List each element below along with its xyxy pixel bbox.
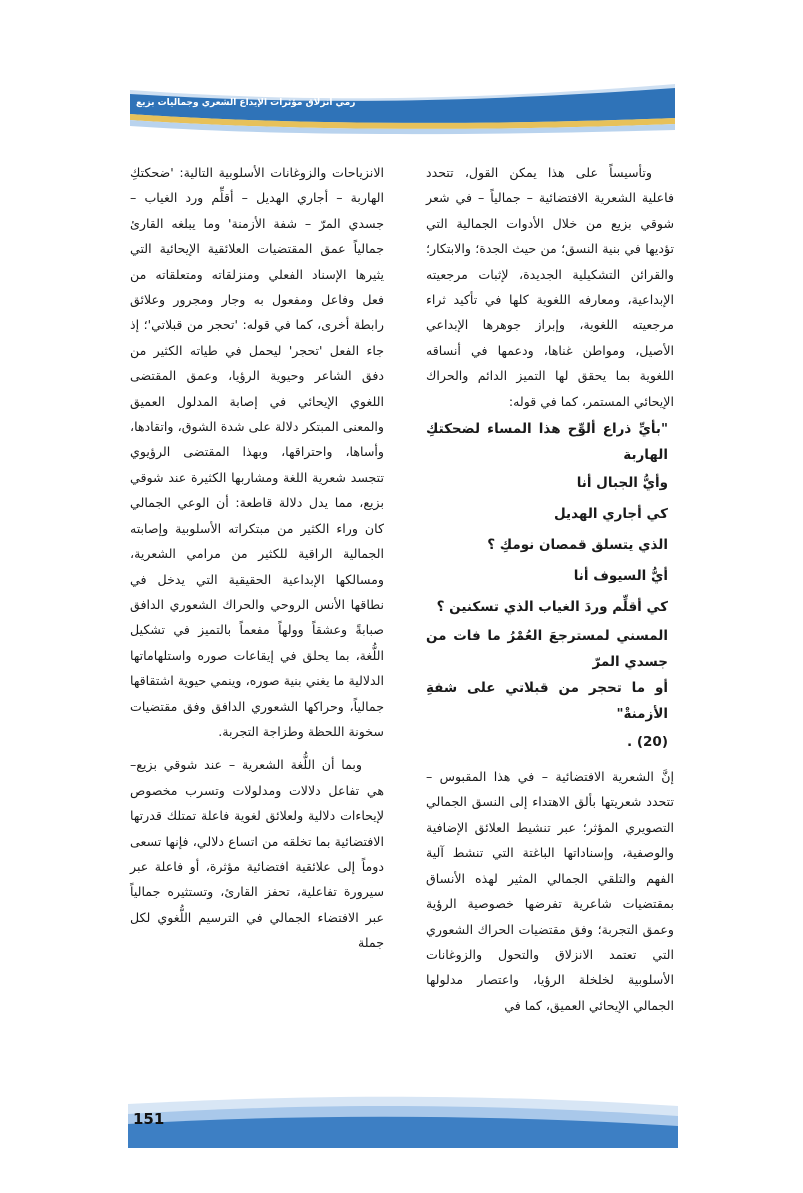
intro-paragraph: وتأسيساً على هذا يمكن القول، تتحدد فاعلية الشعرية الافتضائية – جمالياً – في شعر شوقي بزيع من خلال الأدوات الجمالية التي تؤديها في بنية النسق؛ من حيث الجدة؛ والابتكار؛ والقرائن التشكيلية الجديدة، لإثبات مرجعيته الإبداعية، ومعارفه اللغوية كلها في تأكيد ثراء مرجعيته اللغوية، وإبراز جوهرها الإبداعي الأصيل، ومواطن غناها، ودعمها في أنساقه اللغوية بما يحقق لها التميز الدائم والحراك الإيحائي المستمر، كما في قوله: [426,165,674,409]
poem-citation: (20) . [627,734,668,751]
right-column [426,160,674,1018]
poem-line: أو ما تحجر من قبلاتي على شفةِ الأزمنةْ" [426,680,668,723]
poem-line: كي أقلِّم وردَ الغياب الذي تسكنين ؟ [436,599,668,616]
continuation-paragraph: الانزياحات والزوغانات الأسلوبية التالية: 'ضحكتكِ الهاربة – أجاري الهديل – أقلِّم ورد الغياب –جسدي المرّ – شفة الأزمنة' وما يبلغه القارئ جمالياً عمق المقتضيات العلائقية الإيحائية التي يثيرها الإسناد الفعلي ومنزلقاته ومتعلقاته من فعل وفاعل ومفعول به وجار ومجرور وعلائق رابطة أخرى، كما في قوله: 'تحجر من قبلاتي'؛ إذ جاء الفعل 'تحجر' ليحمل في طياته الكثير من دفق الشاعر وحيوية الرؤيا، وعمق المقتضى اللغوي الإيحائي في إصابة المدلول العميق والمعنى المبتكر دلالة على شدة الشوق، واتقادها، وأساها، واحتراقها، وبهذا المقتضى الرؤيوي تتجسد شعرية اللغة ومشاربها الكثيرة عند شوقي بزيع، مما يدل دلالة قاطعة: أن الوعي الجمالي كان وراء الكثير من مبتكراته الأسلوبية وإصابته الجمالية الراقية للكثير من مرامي الشعرية، ومسالكها الإبداعية الحقيقية التي يدخل في نطاقها الأنس الروحي والحراك الشعوري الدافق صبابةً وعشقاً وولهاً مفعماً بالتميز في تشكيل اللُّغة، بما يحلق في إيقاعات صوره واستلهاماتها الدلالية ما يغني بنية صوره، وينمي حيوية اشتقاقها جمالياً، وحراكها الشعوري الدافق وفق مقتضيات سخونة اللحظة وطزاجة التجربة. [130,165,384,739]
poem-line: "بأيِّ ذراع ألوِّح هذا المساء لضحكتكِ الهاربة [426,421,668,464]
poem-line: أيُّ السيوف أنا [573,568,668,585]
analysis-paragraph: إنَّ الشعرية الافتضائية – في هذا المقبوس – تتحدد شعريتها بألق الاهتداء إلى النسق الجمالي التصويري المؤثر؛ عبر تنشيط العلائق الإضافية والوصفية، وإسناداتها الباغتة التي تنشط آلية الفهم والتلقي الجمالي المثير لهذه الأنساق بمقتضيات شاعرية تفرضها خصوصية الرؤية وعمق التجربة؛ وفق مقتضيات الحراك الشعوري التي تعتمد الانزلاق والتحول والزوغانات الأسلوبية لخلخلة الرؤيا، واعتصار مدلولها الجمالي الإيحائي العميق، كما في [426,769,674,1013]
poem-line: كي أجاري الهديل [553,506,668,523]
poem-line: وأيُّ الجبال أنا [576,475,668,492]
page-number: 151 [133,1110,165,1128]
left-column [130,160,384,956]
closing-paragraph: وبما أن اللُّغة الشعرية – عند شوقي بزيع– هي تفاعل دلالات ومدلولات وتسرب مخصوص لإيحاءات دلالية ولعلائق لغوية فاعلة تمتلك قدرتها الافتضائية بما تخلقه من اتساع دلالي، فإنها تسعى دوماً إلى علائقية افتضائية مؤثرة، أو فاعلة عبر سيرورة تفاعلية، تحفز القارئ، وتستثيره جمالياً عبر الافتضاء الجمالي في الترسيم اللُّغوي لكل جملة [130,757,384,951]
poem-line: الذي يتسلق قمصان نومكِ ؟ [487,537,668,554]
poem-quote [426,416,674,758]
footer-band [128,1090,678,1148]
running-title: رمي انزلاق مؤثرات الإيداع الشعري وجماليات بزيع [136,98,356,108]
footer-wave-graphic [128,1090,678,1148]
poem-line: المسني لمسترجعَ العُمْرُ ما فات من جسدي المرّ [426,628,668,671]
